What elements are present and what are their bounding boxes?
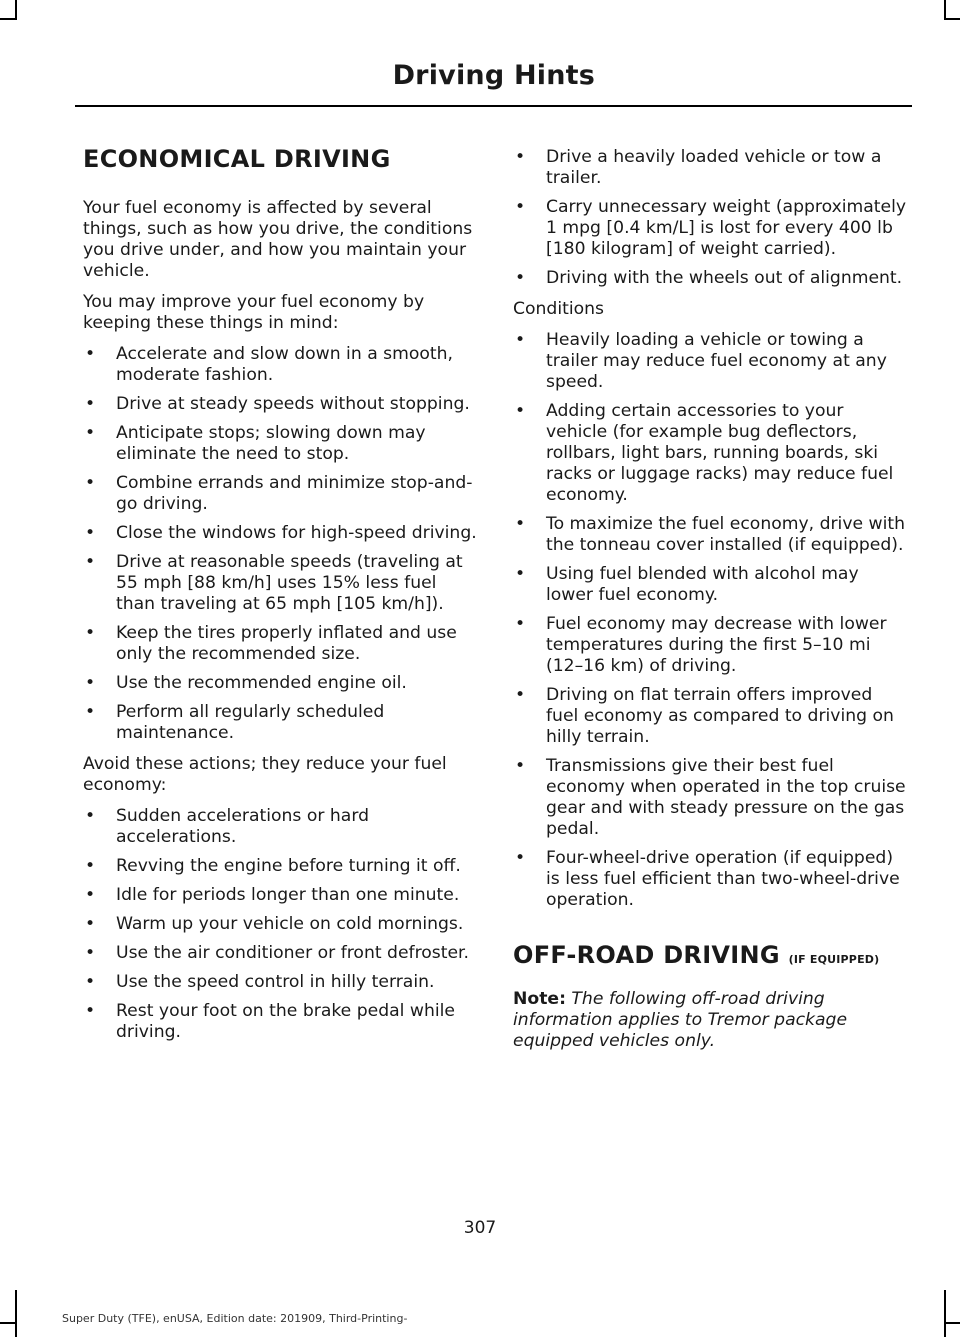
- list-item: [513, 848, 908, 911]
- bullet-icon: •: [515, 685, 526, 705]
- left-column: [83, 145, 478, 1053]
- bullet-icon: •: [85, 806, 96, 826]
- crop-mark: [0, 18, 17, 20]
- list-item-text: Use the air conditioner or front defroster.: [116, 943, 470, 963]
- conditions-label: Conditions: [513, 299, 604, 319]
- note-paragraph: [513, 989, 908, 1052]
- list-item-text: Four-wheel-drive operation (if equipped) is less fuel efficient than two-wheel-drive operation.: [546, 848, 900, 910]
- list-item: [83, 552, 478, 615]
- crop-mark: [15, 1290, 17, 1337]
- bullet-icon: •: [85, 856, 96, 876]
- list-item: [83, 344, 478, 386]
- list-item: [83, 423, 478, 465]
- list-item-text: Keep the tires properly inflated and use only the recommended size.: [116, 623, 457, 664]
- bullet-icon: •: [515, 330, 526, 350]
- list-item-text: Drive a heavily loaded vehicle or tow a trailer.: [546, 147, 882, 188]
- bullet-icon: •: [515, 564, 526, 584]
- list-item: [83, 943, 478, 964]
- list-item: [513, 685, 908, 748]
- bullet-icon: •: [85, 943, 96, 963]
- list-item: [83, 673, 478, 694]
- list-item-text: Transmissions give their best fuel economy when operated in the top cruise gear and with steady pressure on the gas pedal.: [546, 756, 906, 839]
- list-item-text: Carry unnecessary weight (approximately 1 mpg [0.4 km/L] is lost for every 400 lb [180 kilogram] of weight carried).: [546, 197, 907, 259]
- bullet-icon: •: [515, 756, 526, 776]
- bullet-icon: •: [85, 423, 96, 443]
- section-heading-economical-driving: ECONOMICAL DRIVING: [83, 145, 391, 173]
- conditions-list: [513, 330, 908, 911]
- section-heading-off-road: [513, 941, 908, 969]
- crop-mark: [15, 0, 17, 20]
- crop-mark: [944, 18, 960, 20]
- list-item-text: Idle for periods longer than one minute.: [116, 885, 460, 905]
- bullet-icon: •: [515, 514, 526, 534]
- bullet-icon: •: [85, 1001, 96, 1021]
- bullet-icon: •: [85, 673, 96, 693]
- crop-mark: [944, 1290, 946, 1337]
- list-item-text: Close the windows for high-speed driving.: [116, 523, 477, 543]
- list-item-text: Driving on flat terrain offers improved fuel economy as compared to driving on hilly terrain.: [546, 685, 894, 747]
- list-item-text: Rest your foot on the brake pedal while driving.: [116, 1001, 455, 1042]
- list-item-text: To maximize the fuel economy, drive with the tonneau cover installed (if equipped).: [546, 514, 905, 555]
- right-column: [513, 147, 908, 1062]
- bullet-icon: •: [85, 344, 96, 364]
- bullet-icon: •: [85, 885, 96, 905]
- list-item-text: Accelerate and slow down in a smooth, moderate fashion.: [116, 344, 454, 385]
- bullet-icon: •: [85, 972, 96, 992]
- bullet-icon: •: [515, 848, 526, 868]
- intro-paragraph: Your fuel economy is affected by several things, such as how you drive, the conditions you drive under, and how you maintain your vehicle.: [83, 198, 473, 281]
- crop-mark: [944, 1322, 960, 1324]
- header-divider: [75, 105, 912, 107]
- list-item: [513, 401, 908, 506]
- list-item-text: Anticipate stops; slowing down may eliminate the need to stop.: [116, 423, 426, 464]
- list-item: [83, 856, 478, 877]
- list-item-text: Warm up your vehicle on cold mornings.: [116, 914, 464, 934]
- bullet-icon: •: [85, 914, 96, 934]
- bullet-icon: •: [85, 623, 96, 643]
- list-item-text: Drive at reasonable speeds (traveling at 55 mph [88 km/h] uses 15% less fuel than traveling at 65 mph [105 km/h]).: [116, 552, 463, 614]
- list-item-text: Fuel economy may decrease with lower temperatures during the first 5–10 mi (12–16 km) of driving.: [546, 614, 887, 676]
- list-item: [83, 885, 478, 906]
- list-item: [83, 702, 478, 744]
- bullet-icon: •: [515, 147, 526, 167]
- tips-intro: You may improve your fuel economy by keeping these things in mind:: [83, 292, 425, 333]
- bullet-icon: •: [85, 702, 96, 722]
- list-item: [83, 914, 478, 935]
- page-header: Driving Hints: [392, 60, 595, 91]
- list-item: [83, 806, 478, 848]
- avoid-list: [83, 806, 478, 1043]
- list-item-text: Revving the engine before turning it off.: [116, 856, 461, 876]
- list-item: [513, 268, 908, 289]
- list-item: [83, 972, 478, 993]
- list-item-text: Heavily loading a vehicle or towing a trailer may reduce fuel economy at any speed.: [546, 330, 887, 392]
- page-number: 307: [463, 1218, 497, 1238]
- list-item: [513, 564, 908, 606]
- crop-mark: [944, 0, 946, 20]
- list-item: [83, 394, 478, 415]
- list-item-text: Perform all regularly scheduled maintenance.: [116, 702, 385, 743]
- list-item: [83, 1001, 478, 1043]
- list-item-text: Use the speed control in hilly terrain.: [116, 972, 435, 992]
- list-item: [513, 147, 908, 189]
- note-text: The following off-road driving information applies to Tremor package equipped vehicles only.: [513, 989, 848, 1051]
- list-item: [513, 514, 908, 556]
- bullet-icon: •: [515, 197, 526, 217]
- bullet-icon: •: [85, 394, 96, 414]
- off-road-heading-text: OFF-ROAD DRIVING: [513, 941, 780, 969]
- list-item-text: Adding certain accessories to your vehicle (for example bug deflectors, rollbars, light bars, running boards, ski racks or luggage racks) may reduce fuel economy.: [546, 401, 894, 505]
- note-label: Note:: [513, 989, 566, 1009]
- bullet-icon: •: [85, 552, 96, 572]
- list-item-text: Using fuel blended with alcohol may lower fuel economy.: [546, 564, 859, 605]
- list-item: [513, 756, 908, 840]
- bullet-icon: •: [515, 614, 526, 634]
- list-item-text: Use the recommended engine oil.: [116, 673, 407, 693]
- list-item: [83, 473, 478, 515]
- list-item: [513, 614, 908, 677]
- list-item: [513, 330, 908, 393]
- list-item: [83, 523, 478, 544]
- crop-mark: [0, 1322, 17, 1324]
- list-item-text: Driving with the wheels out of alignment.: [546, 268, 903, 288]
- bullet-icon: •: [515, 268, 526, 288]
- list-item-text: Sudden accelerations or hard accelerations.: [116, 806, 369, 847]
- list-item: [513, 197, 908, 260]
- footer-edition-info: Super Duty (TFE), enUSA, Edition date: 201909, Third-Printing-: [62, 1312, 408, 1325]
- list-item-text: Drive at steady speeds without stopping.: [116, 394, 470, 414]
- list-item: [83, 623, 478, 665]
- bullet-icon: •: [85, 523, 96, 543]
- if-equipped-tag: (IF EQUIPPED): [788, 953, 880, 966]
- avoid-list-continued: [513, 147, 908, 289]
- tips-list: [83, 344, 478, 744]
- avoid-intro: Avoid these actions; they reduce your fuel economy:: [83, 754, 447, 795]
- bullet-icon: •: [85, 473, 96, 493]
- bullet-icon: •: [515, 401, 526, 421]
- list-item-text: Combine errands and minimize stop-and-go driving.: [116, 473, 473, 514]
